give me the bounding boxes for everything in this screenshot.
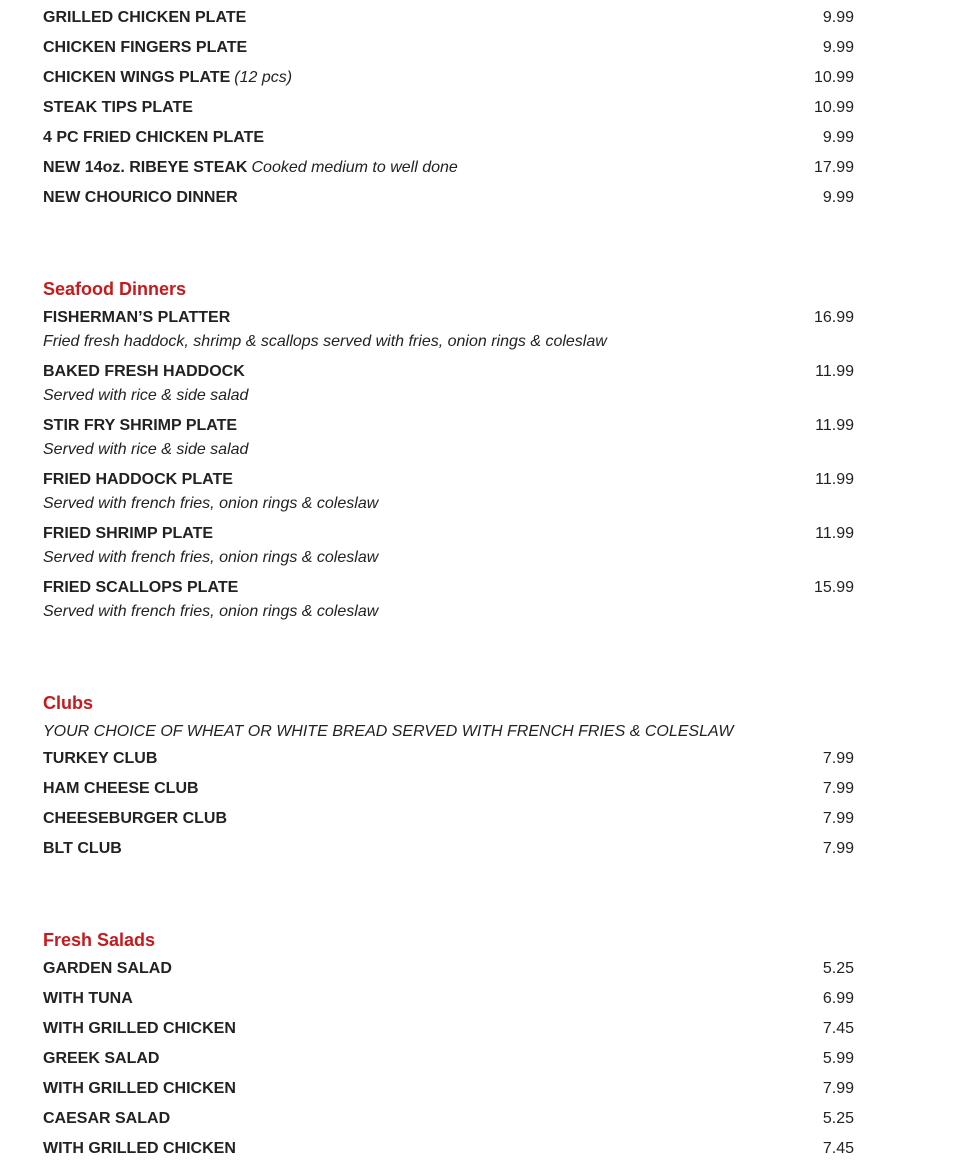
item-price: 7.99 xyxy=(822,780,854,797)
item-price: 7.45 xyxy=(822,1140,854,1157)
item-name: FRIED HADDOCK PLATE xyxy=(43,471,233,488)
item-price: 6.99 xyxy=(822,990,854,1007)
item-name: STIR FRY SHRIMP PLATE xyxy=(43,417,238,434)
item-price: 11.99 xyxy=(815,363,854,380)
item-name: NEW 14oz. RIBEYE STEAK xyxy=(43,159,248,176)
menu-item xyxy=(43,570,854,624)
item-name: GRILLED CHICKEN PLATE xyxy=(43,9,247,26)
item-note: Cooked medium to well done xyxy=(251,159,458,176)
menu xyxy=(43,0,854,1161)
item-name: WITH GRILLED CHICKEN xyxy=(43,1140,236,1157)
menu-item xyxy=(43,150,854,180)
item-price: 5.25 xyxy=(822,1110,854,1127)
salads-section xyxy=(43,930,854,1161)
clubs-section xyxy=(43,693,854,861)
item-price: 9.99 xyxy=(822,129,854,146)
item-description: Served with rice & side salad xyxy=(43,441,249,458)
item-name: HAM CHEESE CLUB xyxy=(43,780,199,797)
seafood-section xyxy=(43,279,854,624)
menu-item xyxy=(43,1131,854,1161)
menu-item xyxy=(43,1071,854,1101)
item-name: FISHERMAN’S PLATTER xyxy=(43,309,231,326)
item-price: 7.99 xyxy=(822,840,854,857)
menu-item xyxy=(43,408,854,462)
menu-item xyxy=(43,981,854,1011)
item-price: 7.99 xyxy=(822,750,854,767)
menu-item xyxy=(43,30,854,60)
item-name: BAKED FRESH HADDOCK xyxy=(43,363,245,380)
item-price: 17.99 xyxy=(813,159,854,176)
item-price: 5.25 xyxy=(822,960,854,977)
section-title: Seafood Dinners xyxy=(43,279,187,299)
item-description: Served with french fries, onion rings & coleslaw xyxy=(43,495,379,512)
item-name: TURKEY CLUB xyxy=(43,750,158,767)
menu-item xyxy=(43,90,854,120)
menu-item xyxy=(43,741,854,771)
section-title: Clubs xyxy=(43,693,94,713)
menu-item xyxy=(43,120,854,150)
item-price: 9.99 xyxy=(822,189,854,206)
item-name: WITH TUNA xyxy=(43,990,133,1007)
item-name: STEAK TIPS PLATE xyxy=(43,99,193,116)
item-name: CHICKEN WINGS PLATE xyxy=(43,69,231,86)
item-price: 9.99 xyxy=(822,39,854,56)
section-title: Fresh Salads xyxy=(43,930,156,950)
item-price: 9.99 xyxy=(822,9,854,26)
item-price: 11.99 xyxy=(815,471,854,488)
section-note: YOUR CHOICE OF WHEAT OR WHITE BREAD SERVED WITH FRENCH FRIES & COLESLAW xyxy=(43,723,734,740)
item-name: 4 PC FRIED CHICKEN PLATE xyxy=(43,129,265,146)
item-name: CAESAR SALAD xyxy=(43,1110,171,1127)
item-description: Served with french fries, onion rings & coleslaw xyxy=(43,603,379,620)
menu-item xyxy=(43,771,854,801)
item-name: WITH GRILLED CHICKEN xyxy=(43,1080,236,1097)
menu-item xyxy=(43,1041,854,1071)
dinners-section xyxy=(43,0,854,210)
menu-item xyxy=(43,1011,854,1041)
item-description: Fried fresh haddock, shrimp & scallops served with fries, onion rings & coleslaw xyxy=(43,333,607,350)
item-name: NEW CHOURICO DINNER xyxy=(43,189,238,206)
item-name: FRIED SCALLOPS PLATE xyxy=(43,579,239,596)
menu-item xyxy=(43,516,854,570)
item-price: 7.99 xyxy=(822,1080,854,1097)
menu-item xyxy=(43,831,854,861)
item-description: Served with rice & side salad xyxy=(43,387,249,404)
item-price: 16.99 xyxy=(813,309,854,326)
item-price: 15.99 xyxy=(813,579,854,596)
item-name: GREEK SALAD xyxy=(43,1050,160,1067)
item-price: 7.99 xyxy=(822,810,854,827)
item-description: Served with french fries, onion rings & coleslaw xyxy=(43,549,379,566)
menu-item xyxy=(43,60,854,90)
menu-item xyxy=(43,801,854,831)
item-price: 10.99 xyxy=(813,99,854,116)
item-price: 10.99 xyxy=(813,69,854,86)
menu-item xyxy=(43,951,854,981)
item-price: 11.99 xyxy=(815,525,854,542)
item-name: GARDEN SALAD xyxy=(43,960,172,977)
item-price: 7.45 xyxy=(822,1020,854,1037)
menu-item xyxy=(43,300,854,354)
item-price: 5.99 xyxy=(822,1050,854,1067)
menu-item xyxy=(43,180,854,210)
menu-item xyxy=(43,1101,854,1131)
item-name: CHICKEN FINGERS PLATE xyxy=(43,39,248,56)
item-name: FRIED SHRIMP PLATE xyxy=(43,525,214,542)
menu-item xyxy=(43,354,854,408)
item-note: (12 pcs) xyxy=(234,69,293,86)
item-name: CHEESEBURGER CLUB xyxy=(43,810,228,827)
item-name: BLT CLUB xyxy=(43,840,122,857)
item-name: WITH GRILLED CHICKEN xyxy=(43,1020,236,1037)
item-price: 11.99 xyxy=(815,417,854,434)
menu-item xyxy=(43,462,854,516)
menu-item xyxy=(43,0,854,30)
